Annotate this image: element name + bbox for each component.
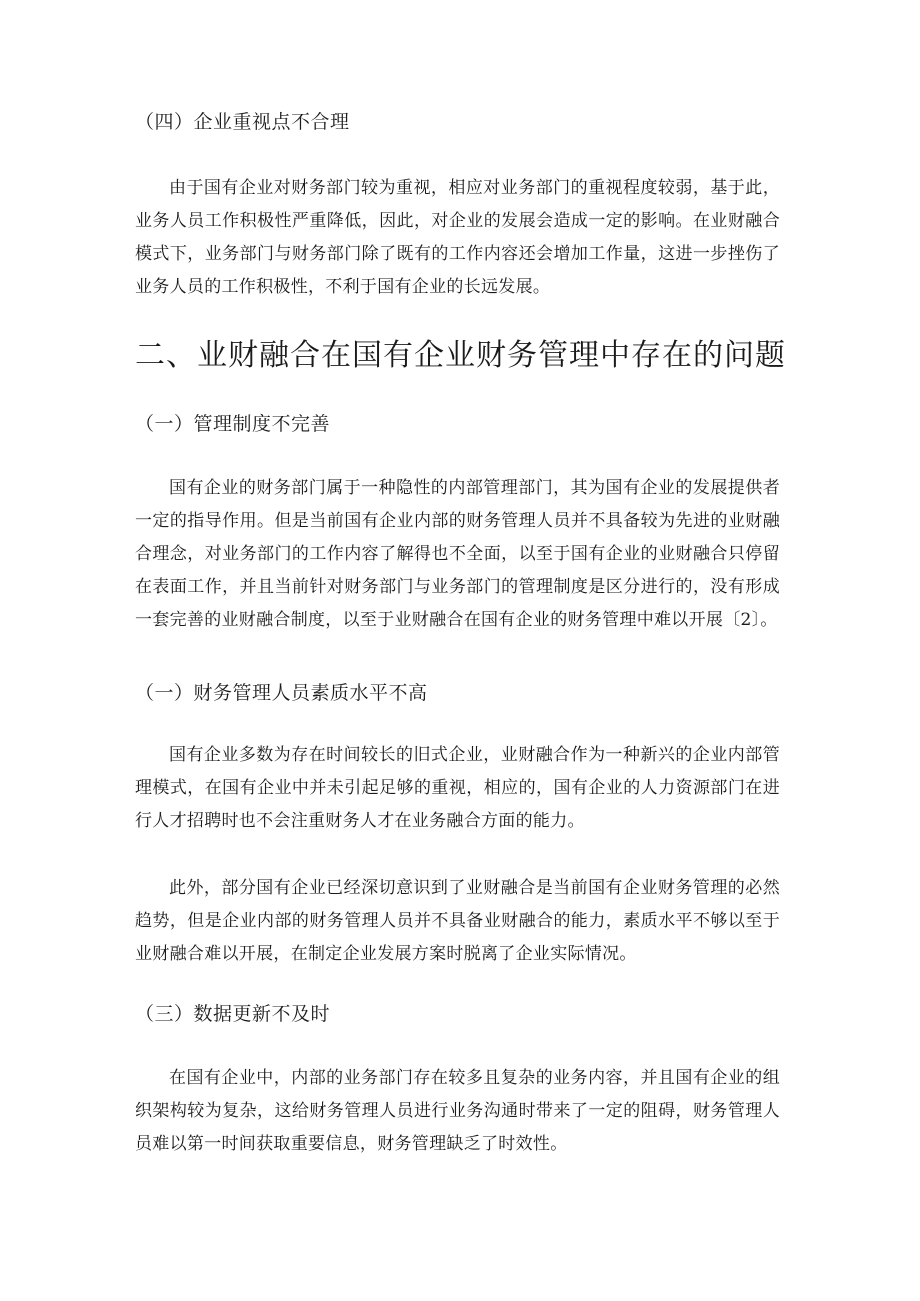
chapter-2-title: 二、业财融合在国有企业财务管理中存在的问题	[135, 338, 786, 373]
subsection-1-heading: （一）管理制度不完善	[135, 413, 331, 435]
subsection-3-paragraph: 在国有企业中，内部的业务部门存在较多且复杂的业务内容，并且国有企业的组织架构较为复杂，这给财务管理人员进行业务沟通时带来了一定的阻碍，财务管理人员难以第一时间获取重要信息，财务管理缺乏了时效性。	[135, 1068, 780, 1154]
subsection-2-paragraph-2: 此外，部分国有企业已经深切意识到了业财融合是当前国有企业财务管理的必然趋势，但是企业内部的财务管理人员并不具备业财融合的能力，素质水平不够以至于业财融合难以开展，在制定企业发展方案时脱离了企业实际情况。	[135, 878, 780, 964]
subsection-3-heading: （三）数据更新不及时	[135, 1003, 331, 1025]
subsection-2-heading: （一）财务管理人员素质水平不高	[135, 682, 428, 704]
subsection-2-paragraph-1: 国有企业多数为存在时间较长的旧式企业，业财融合作为一种新兴的企业内部管理模式，在国有企业中并未引起足够的重视，相应的，国有企业的人力资源部门在进行人才招聘时也不会注重财务人才在业务融合方面的能力。	[135, 745, 780, 831]
section-4-paragraph: 由于国有企业对财务部门较为重视，相应对业务部门的重视程度较弱，基于此，业务人员工作积极性严重降低，因此，对企业的发展会造成一定的影响。在业财融合模式下，业务部门与财务部门除了既有的工作内容还会增加工作量，这进一步挫伤了业务人员的工作积极性，不利于国有企业的长远发展。	[135, 178, 780, 297]
section-4-heading: （四）企业重视点不合理	[135, 111, 350, 133]
subsection-1-paragraph: 国有企业的财务部门属于一种隐性的内部管理部门，其为国有企业的发展提供者一定的指导作用。但是当前国有企业内部的财务管理人员并不具备较为先进的业财融合理念，对业务部门的工作内容了解得也不全面，以至于国有企业的业财融合只停留在表面工作，并且当前针对财务部门与业务部门的管理制度是区分进行的，没有形成一套完善的业财融合制度，以至于业财融合在国有企业的财务管理中难以开展〔2〕。	[135, 478, 780, 630]
